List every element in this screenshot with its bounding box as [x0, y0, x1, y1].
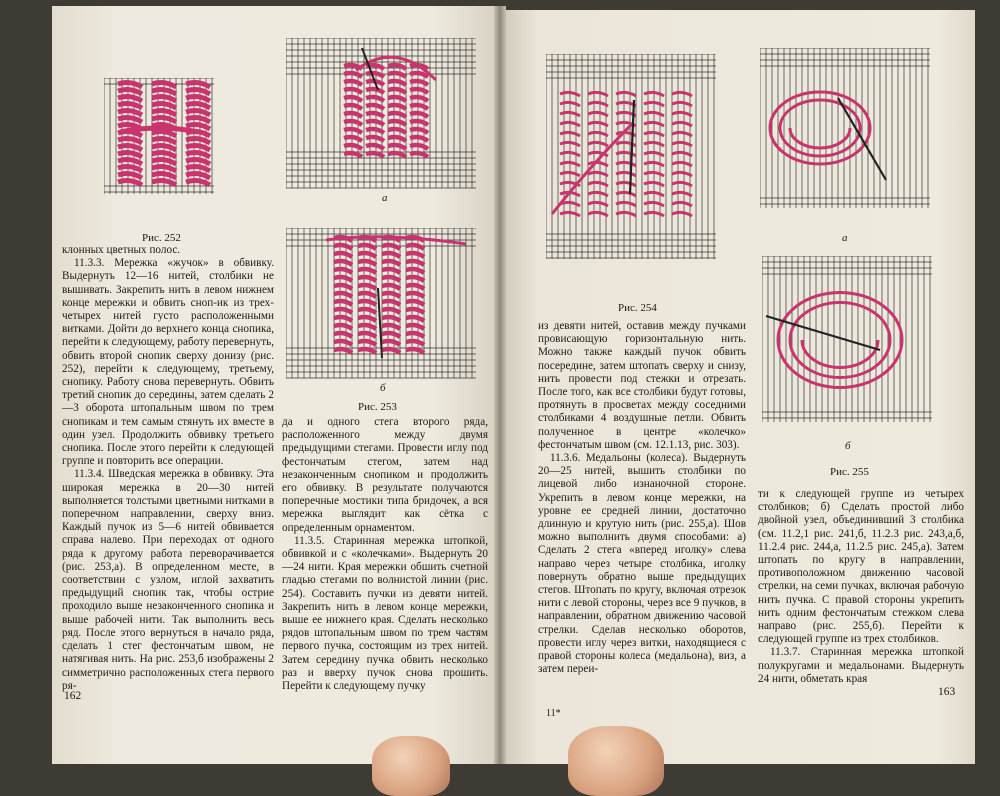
- book-spine: [494, 6, 506, 764]
- paragraph: 11.3.4. Шведская мережка в обвивку. Эта широкая мережка в 20—30 нитей выполняется толстыми цветными нитками в поперечном направлении, сверху вниз. Каждый пучок из 5—6 нитей обвивается справа налево. При переходах от одного ряда к другому работа переворачивается (рис. 253,а). В определенном месте, в соответствии с узлом, иглой захватить предыдущий снопик так, чтобы острие проходило выше незаконченного снопика и выше рабочей нити. Так выполнить весь ряд. После этого вернуться в начало ряда, сделать 1 стег фестончатым швом, не натягивая нить. На рис. 253,б изображены 2 симметрично расположенных стега первого ря-: [62, 468, 274, 692]
- finger: [568, 726, 664, 796]
- paragraph: 11.3.3. Мережка «жучок» в обвивку. Выдернуть 12—16 нитей, столбики не вышивать. Закрепить нить в левом нижнем конце мережки и обвить сноп-ик из трех-четырех нитей густо расположенными витками. Дойти до верхнего конца снопика, перейти к следующему, работу перевернуть, обвить второй снопик сверху донизу (рис. 252), перейти к следующему, третьему, снопику. Работу снова перевернуть. Обвить третий снопик до середины, затем сделать 2—3 оборота штопальным швом по трем снопикам и тем самым стянуть их вместе в один узел. Продолжить обвивку третьего снопика. После этого перейти к следующей группе и повторить все операции.: [62, 257, 274, 468]
- right-page-number: 163: [938, 686, 956, 698]
- paragraph: клонных цветных полос.: [62, 244, 181, 256]
- figure-255b-illustration: [762, 256, 932, 432]
- signature-mark: 11*: [546, 708, 561, 719]
- figure-253b-illustration: [286, 228, 486, 384]
- right-page-column-2: [758, 488, 964, 686]
- finger: [372, 736, 450, 796]
- left-page-column-1: [62, 244, 274, 693]
- figure-254-illustration: [546, 54, 716, 274]
- paragraph: да и одного стега второго ряда, расположенного между двумя предыдущими стегами. Провести иглу под фестончатым стегом, затем над незаконченным снопиком и продолжить его обвивку. В результате получаются поперечные мостики типа бридочек, а вся мережка выглядит как сётка с определенным орнаментом.: [282, 416, 488, 534]
- paragraph: 11.3.5. Старинная мережка штопкой, обвивкой и с «колечками». Выдернуть 20—24 нити. Края мережки обшить счетной гладью стегами по волнистой линии (рис. 254). Составить пучки из девяти нитей. Закрепить нить в левом конце мережки, выше ее нижнего края. Сделать несколько рядов штопальным швом по трем частям первого пучка, состоящим из трех нитей. Затем середину пучка обвить несколько раз и вверху пучок снова прошить. Перейти к следующему пучку: [282, 534, 488, 693]
- paragraph: ти к следующей группе из четырех столбиков; б) Сделать простой либо двойной узел, объединивший 3 столбика (см. 11.2,1 рис. 241,б, 11.2.3 рис. 243,а,б, 11.2.4 рис. 244,а, 11.2.5 рис. 245,а). Затем штопать по кругу в направлении, противоположном движению часовой стрелки, на семи пучках, включая рабочую нить пучка. С правой стороны укрепить нить одним фестончатым стежком слева направо (рис. 255,б). Перейти к следующей группе из трех столбиков.: [758, 488, 964, 646]
- paragraph: 11.3.6. Медальоны (колеса). Выдернуть 20—25 нитей, вышить столбики по лицевой либо изнаночной стороне. Укрепить в левом конце мережки, на уровне ее средней линии, достаточно длинную и крутую нить (рис. 255,а). Шов можно выполнить двумя способами: а) Сделать 2 стега «вперед иголку» слева направо через четыре столбика, иголку повернуть обратно выше предыдущих стегов. Штопать по кругу, включая отрезок нити с левой стороны, через все 9 пучков, в направлении, обратном движению часовой стрелки. Сделав несколько оборотов, провести иглу через витки, находящиеся с правой стороны колеса (медальона), виз, а затем переи-: [538, 452, 746, 676]
- figure-253a-label: а: [382, 192, 388, 204]
- figure-255a-illustration: [760, 48, 930, 214]
- right-page-column-1: [538, 320, 746, 676]
- figure-253-caption: Рис. 253: [358, 401, 397, 413]
- figure-255a-label: а: [842, 232, 848, 244]
- paragraph: 11.3.7. Старинная мережка штопкой полукругами и медальонами. Выдернуть 24 нити, обметать края: [758, 646, 964, 685]
- figure-252-caption: Рис. 252: [142, 232, 181, 244]
- left-page-column-2: [282, 416, 488, 693]
- figure-252-illustration: [104, 78, 214, 194]
- figure-253b-label: б: [380, 382, 386, 394]
- figure-255-caption: Рис. 255: [830, 466, 869, 478]
- left-page-number: 162: [64, 690, 82, 702]
- paragraph: из девяти нитей, оставив между пучками провисающую горизонтальную нить. Можно также каждый пучок обвить посередине, затем штопать сверху и снизу, нить провести под стежки и отрезать. После того, как все столбики будут готовы, протянуть в просветах между соседними столбиками 4 воздушные петли. Обвить полученное в центре «колечко» фестончатым швом (см. 12.1.13, рис. 303).: [538, 320, 746, 451]
- figure-255b-label: б: [845, 440, 851, 452]
- figure-254-caption: Рис. 254: [618, 302, 657, 314]
- figure-253a-illustration: [286, 38, 486, 198]
